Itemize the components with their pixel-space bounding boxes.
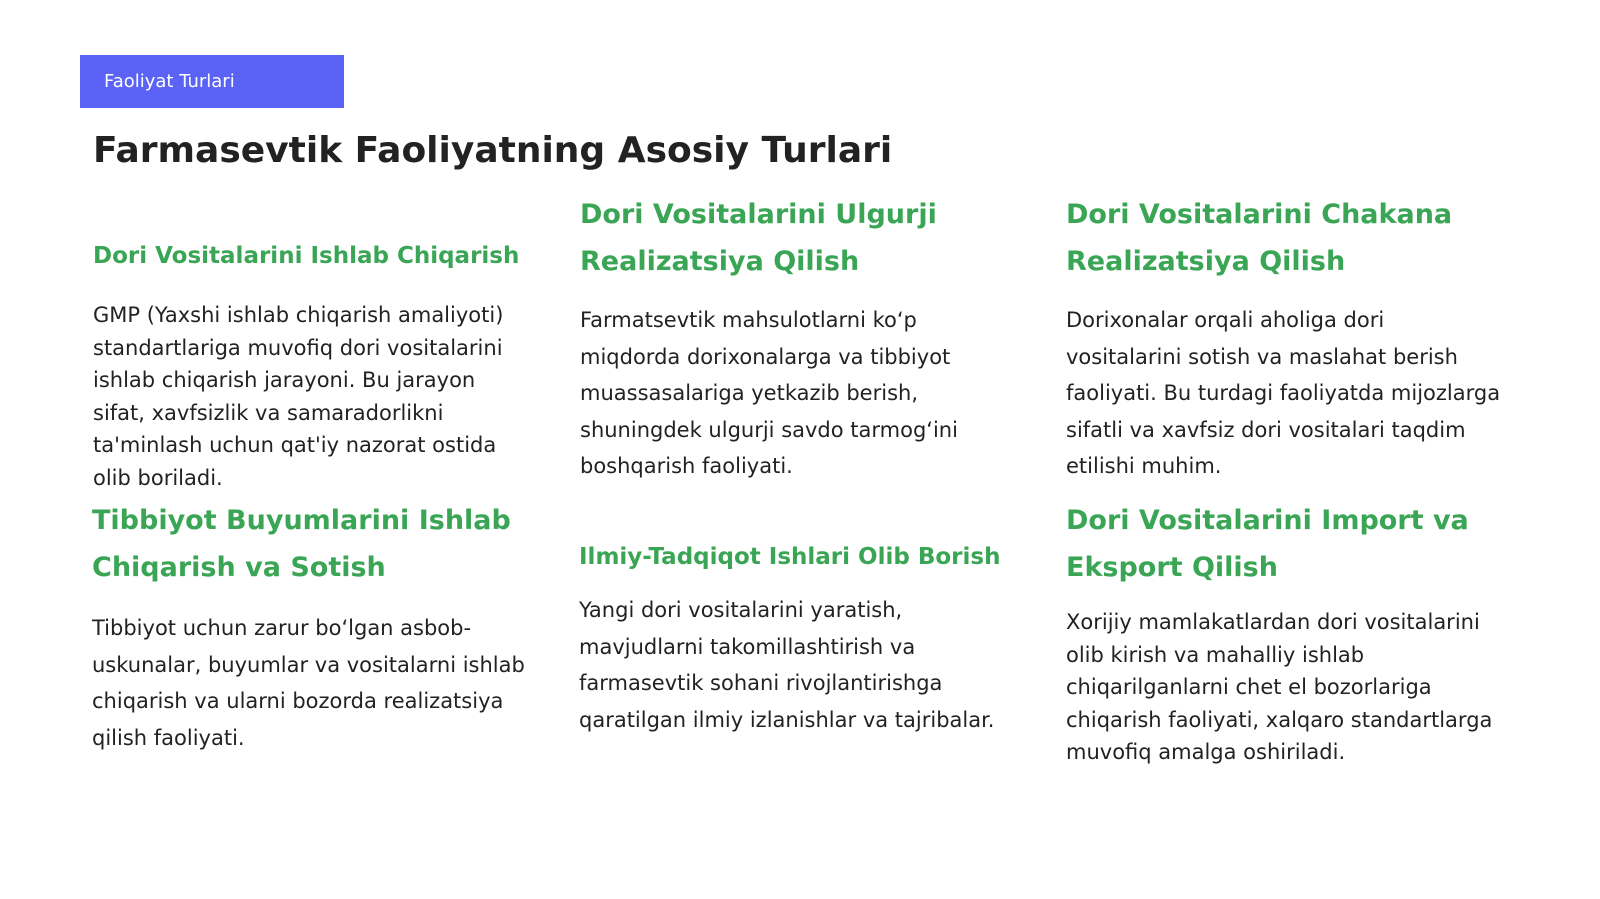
section-tag [80, 55, 344, 108]
card-description: Xorijiy mamlakatlardan dori vositalarini olib kirish va mahalliy ishlab chiqarilganlarni chet el bozorlariga chiqarish faoliyati, xalqaro standartlarga muvofiq amalga oshiriladi. [1066, 610, 1493, 764]
card-description: Tibbiyot uchun zarur bo‘lgan asbob-uskunalar, buyumlar va vositalarni ishlab chiqarish va ularni bozorda realizatsiya qilish faoliyati. [92, 616, 525, 750]
page-title: Farmasevtik Faoliyatning Asosiy Turlari [93, 130, 893, 171]
card-description: Dorixonalar orqali aholiga dori vositalarini sotish va maslahat berish faoliyati. Bu turdagi faoliyatda mijozlarga sifatli va xavfsiz dori vositalari taqdim etilishi muhim. [1066, 308, 1501, 478]
card-research [579, 542, 1019, 738]
card-title: Tibbiyot Buyumlarini Ishlab Chiqarish va Sotish [92, 505, 511, 583]
card-manufacturing [93, 241, 533, 494]
card-retail [1066, 191, 1506, 485]
section-tag-label: Faoliyat Turlari [104, 71, 235, 92]
card-title: Dori Vositalarini Ulgurji Realizatsiya Qilish [580, 199, 937, 277]
card-title: Dori Vositalarini Chakana Realizatsiya Qilish [1066, 199, 1453, 277]
card-medical-products [92, 497, 532, 756]
card-title: Ilmiy-Tadqiqot Ishlari Olib Borish [579, 544, 1001, 570]
card-description: Yangi dori vositalarini yaratish, mavjudlarni takomillashtirish va farmasevtik sohani rivojlantirishga qaratilgan ilmiy izlanishlar va tajribalar. [579, 598, 995, 732]
card-wholesale [580, 191, 1020, 485]
card-description: GMP (Yaxshi ishlab chiqarish amaliyoti) standartlariga muvofiq dori vositalarini ishlab chiqarish jarayoni. Bu jarayon sifat, xavfsizlik va samaradorlikni ta'minlash uchun qat'iy nazorat ostida olib boriladi. [93, 303, 504, 490]
card-import-export [1066, 497, 1506, 769]
card-description: Farmatsevtik mahsulotlarni ko‘p miqdorda dorixonalarga va tibbiyot muassasalariga yetkazib berish, shuningdek ulgurji savdo tarmog‘ini boshqarish faoliyati. [580, 308, 958, 478]
card-title: Dori Vositalarini Ishlab Chiqarish [93, 243, 520, 269]
card-title: Dori Vositalarini Import va Eksport Qilish [1066, 505, 1469, 583]
